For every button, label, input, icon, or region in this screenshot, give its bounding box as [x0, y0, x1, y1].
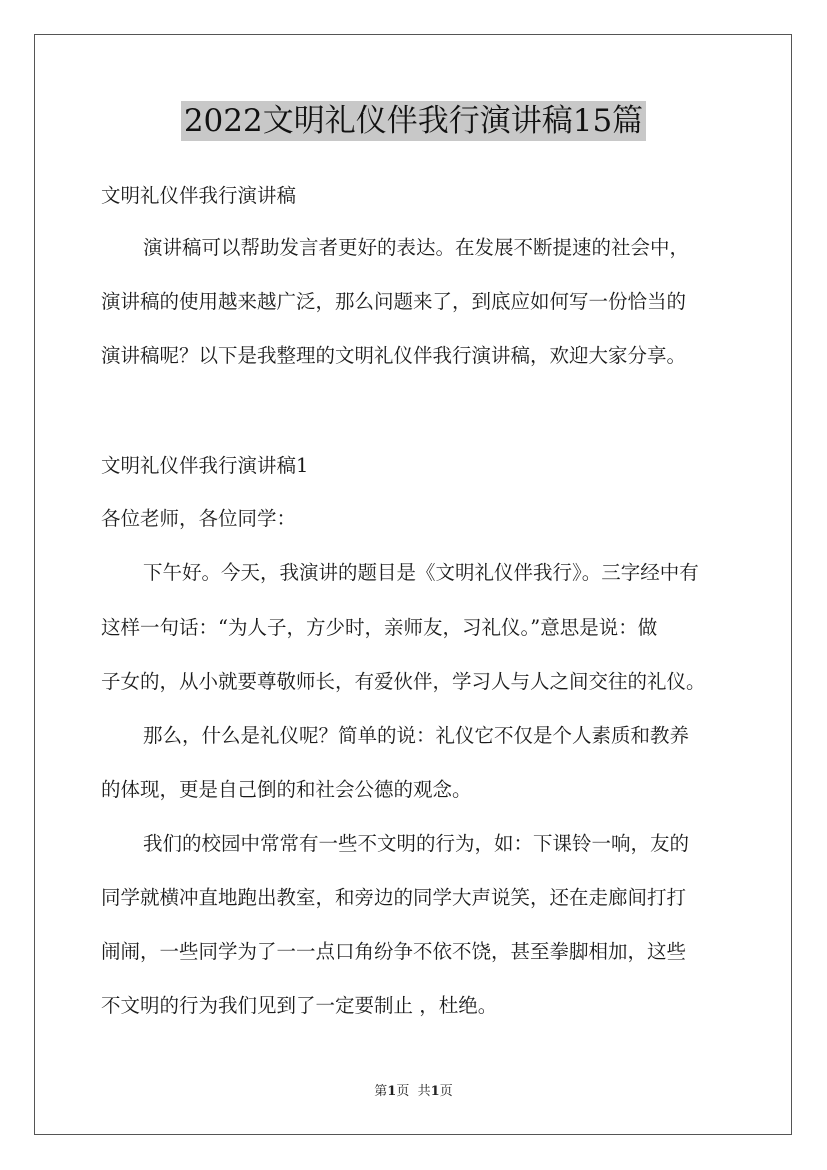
document-title: 2022文明礼仪伴我行演讲稿15篇	[181, 101, 646, 141]
page-prefix: 第	[374, 1084, 388, 1099]
paragraph-3-line-2: 同学就横冲直地跑出教室，和旁边的同学大声说笑，还在走廊间打打	[101, 886, 687, 909]
page-footer	[0, 1084, 827, 1100]
title-container	[0, 101, 827, 141]
paragraph-1-line-1: 下午好。今天，我演讲的题目是《文明礼仪伴我行》。三字经中有	[143, 561, 699, 584]
paragraph-3-line-4: 不文明的行为我们见到了一定要制止 ，杜绝。	[101, 994, 498, 1017]
total-pages: 1	[430, 1084, 440, 1099]
paragraph-1-line-2: 这样一句话：“为人子，方少时，亲师友，习礼仪。”意思是说：做	[101, 616, 658, 639]
page-number: 1	[387, 1084, 397, 1099]
page-suffix: 页	[396, 1084, 410, 1099]
total-prefix: 共	[417, 1084, 431, 1099]
section-heading-1: 文明礼仪伴我行演讲稿1	[101, 454, 309, 477]
intro-heading: 文明礼仪伴我行演讲稿	[101, 184, 297, 207]
total-suffix: 页	[439, 1084, 453, 1099]
intro-paragraph-line-2: 演讲稿的使用越来越广泛，那么问题来了，到底应如何写一份恰当的	[101, 290, 687, 313]
salutation: 各位老师，各位同学：	[101, 507, 297, 530]
paragraph-3-line-1: 我们的校园中常常有一些不文明的行为，如：下课铃一响，友的	[143, 832, 690, 855]
paragraph-2-line-1: 那么，什么是礼仪呢？简单的说：礼仪它不仅是个人素质和教养	[143, 724, 690, 747]
intro-paragraph-line-1: 演讲稿可以帮助发言者更好的表达。在发展不断提速的社会中，	[143, 236, 690, 259]
intro-paragraph-line-3: 演讲稿呢？以下是我整理的文明礼仪伴我行演讲稿，欢迎大家分享。	[101, 344, 687, 367]
paragraph-2-line-2: 的体现，更是自己倒的和社会公德的观念。	[101, 778, 472, 801]
paragraph-1-line-3: 子女的，从小就要尊敬师长，有爱伙伴，学习人与人之间交往的礼仪。	[101, 670, 706, 693]
paragraph-3-line-3: 闹闹，一些同学为了一一点口角纷争不依不饶，甚至拳脚相加，这些	[101, 940, 687, 963]
